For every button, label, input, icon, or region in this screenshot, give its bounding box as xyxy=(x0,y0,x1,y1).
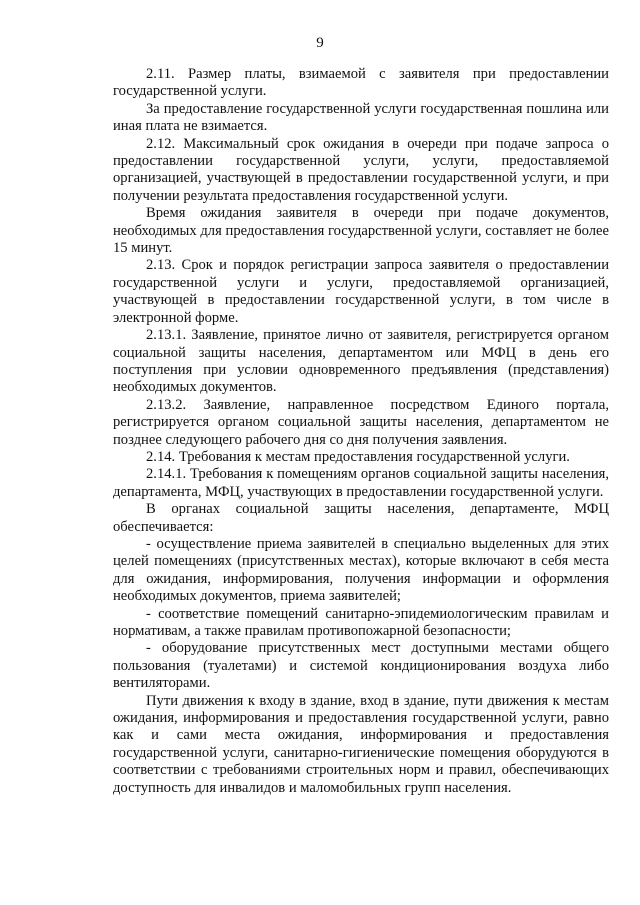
paragraph-2-13-1: 2.13.1. Заявление, принятое лично от заявителя, регистрируется органом социальной защиты населения, департаментом или МФЦ в день его поступления при условии одновременного предъявления (представления) необходимых документов. xyxy=(113,327,609,396)
paragraph-provided: В органах социальной защиты населения, департаменте, МФЦ обеспечивается: xyxy=(113,501,609,535)
paragraph-2-11: 2.11. Размер платы, взимаемой с заявителя при предоставлении государственной услуги. xyxy=(113,66,609,100)
paragraph-fee: За предоставление государственной услуги государственная пошлина или иная плата не взимается. xyxy=(113,100,609,135)
paragraph-2-13-2: 2.13.2. Заявление, направленное посредством Единого портала, регистрируется органом социальной защиты населения, департаментом не позднее следующего рабочего дня со дня получения заявления. xyxy=(113,396,609,448)
paragraph-2-12: 2.12. Максимальный срок ожидания в очереди при подаче запроса о предоставлении государственной услуги, услуги, предоставляемой организацией, участвующей в предоставлении государственной услуги, и при получении результата предоставления государственной услуги. xyxy=(113,135,609,204)
paragraph-accessibility: Пути движения к входу в здание, вход в здание, пути движения к местам ожидания, информирования и предоставления государственной услуги, равно как и сами места ожидания, информирования и предоставления государственной услуги, санитарно-гигиенические помещения оборудуются в соответствии с требованиями строительных норм и правил, обеспечивающих доступность для инвалидов и маломобильных групп населения. xyxy=(113,692,609,796)
paragraph-wait-time: Время ожидания заявителя в очереди при подаче документов, необходимых для предоставления государственной услуги, составляет не более 15 минут. xyxy=(113,205,609,257)
paragraph-2-14-1: 2.14.1. Требования к помещениям органов социальной защиты населения, департамента, МФЦ, участвующих в предоставлении государственной услуги. xyxy=(113,466,609,500)
document-body xyxy=(113,66,609,797)
list-item-sanitary: - соответствие помещений санитарно-эпидемиологическим правилам и нормативам, а также правилам противопожарной безопасности; xyxy=(113,605,609,639)
paragraph-2-13: 2.13. Срок и порядок регистрации запроса заявителя о предоставлении государственной услуги и услуги, предоставляемой организацией, участвующей в предоставлении государственной услуги, в том числе в электронной форме. xyxy=(113,257,609,326)
list-item-reception: - осуществление приема заявителей в специально выделенных для этих целей помещениях (присутственных местах), которые включают в себя места для ожидания, информирования, получения информации и оформления необходимых документов, приема заявителей; xyxy=(113,535,609,605)
page-number: 9 xyxy=(316,35,324,51)
list-item-equipment: - оборудование присутственных мест доступными местами общего пользования (туалетами) и системой кондиционирования воздуха либо вентиляторами. xyxy=(113,640,609,692)
paragraph-2-14: 2.14. Требования к местам предоставления государственной услуги. xyxy=(146,448,570,465)
